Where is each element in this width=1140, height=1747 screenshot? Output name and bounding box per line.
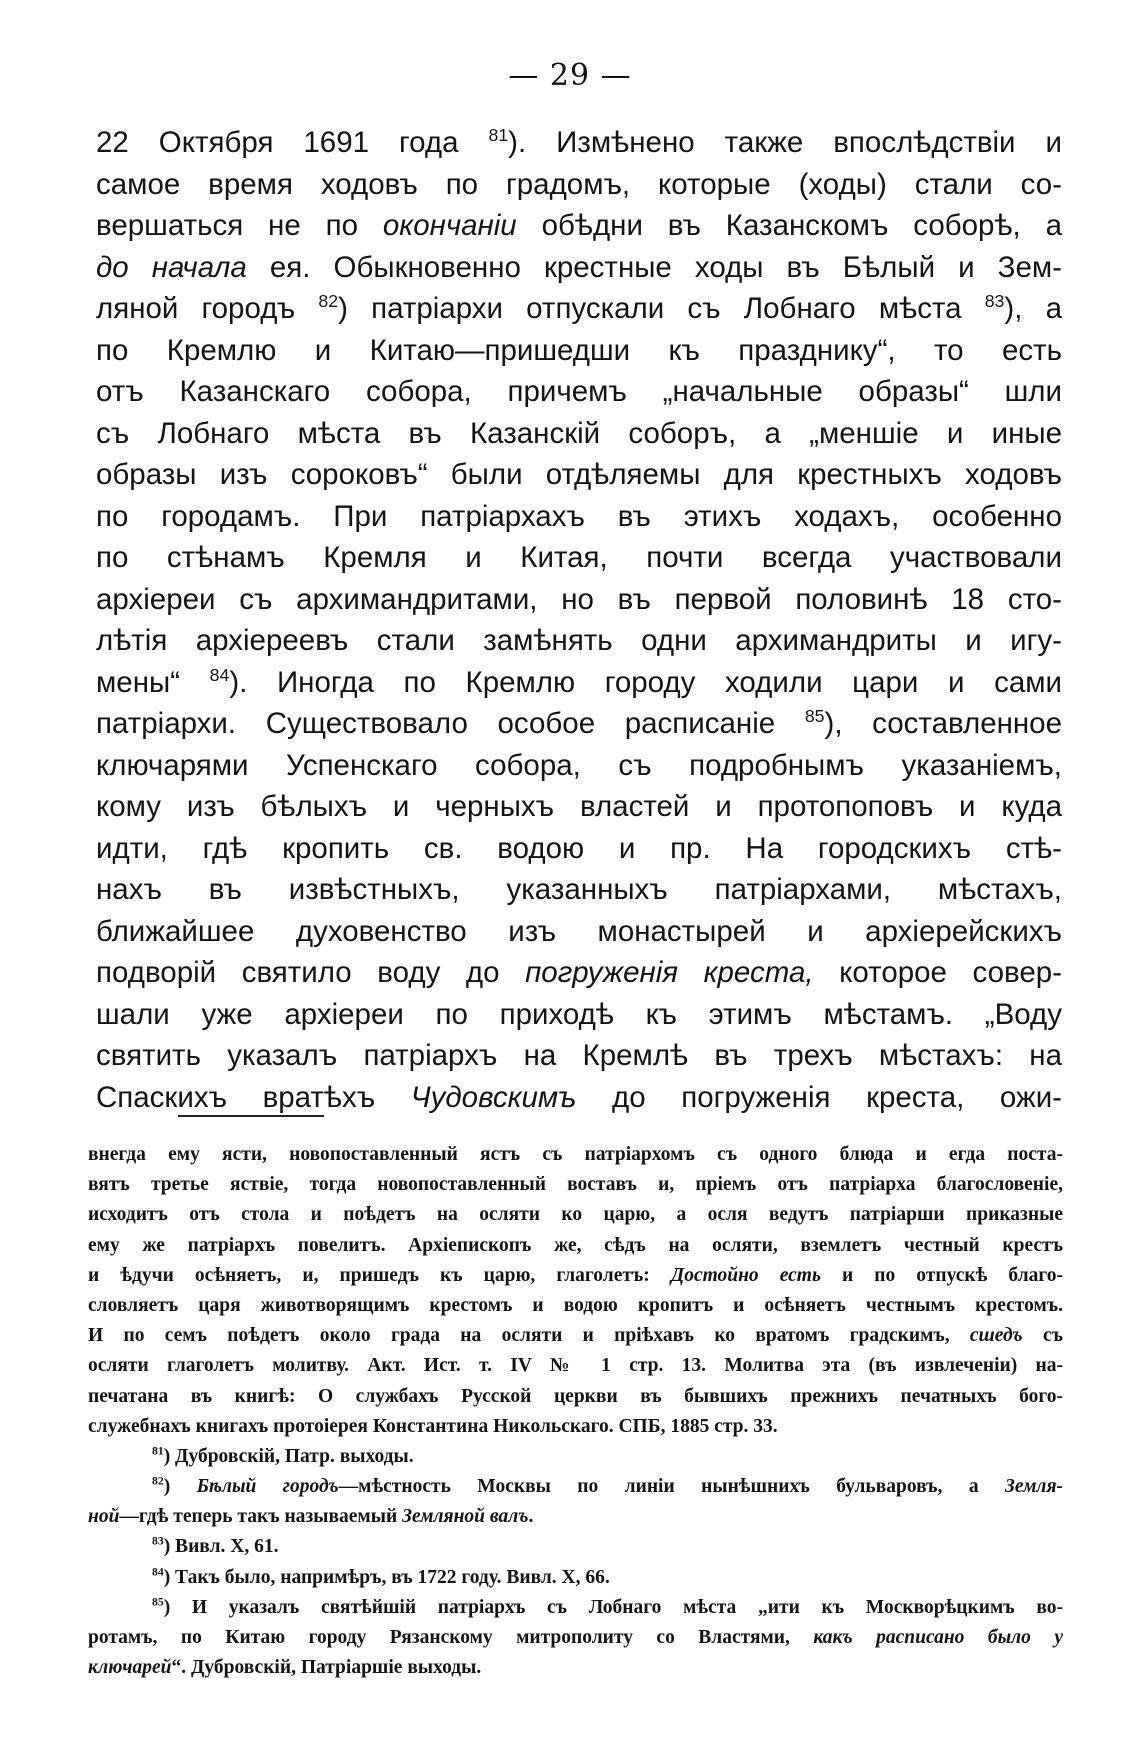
- main-line: образы изъ сороковъ“ были отдѣляемы для крестныхъ ходовъ: [96, 458, 1062, 491]
- main-line: шали уже архіереи по приходѣ къ этимъ мѣстамъ. „Воду: [96, 997, 1062, 1031]
- main-line: до начала ея. Обыкновенно крестные ходы въ Бѣлый и Зем-: [96, 250, 1062, 284]
- main-line: по стѣнамъ Кремля и Китая, почти всегда участвовали: [96, 541, 1062, 574]
- footnote-line: печатана въ книгѣ: О службахъ Русской церкви въ бывшихъ прежнихъ печатныхъ бого-: [88, 1385, 1063, 1407]
- main-text: [96, 122, 1062, 1118]
- footnote-line: исходитъ отъ стола и поѣдетъ на осляти ко царю, а осля ведутъ патріарши приказные: [88, 1204, 1063, 1226]
- footnote-84: $^{84}$) Такъ было, напримѣръ, въ 1722 году. Вивл. X, 66.: [152, 1565, 610, 1588]
- footnote-divider: [178, 1115, 324, 1117]
- main-line: ключарями Успенскаго собора, съ подробнымъ указаніемъ,: [96, 748, 1062, 782]
- main-line: лѣтія архіереевъ стали замѣнять одни архимандриты и игу-: [96, 624, 1062, 657]
- footnote-line: и ѣдучи осѣняетъ, и, пришедъ къ царю, глаголетъ: Достойно есть и по отпускѣ благо-: [88, 1264, 1063, 1286]
- footnotes: [88, 1140, 1063, 1683]
- main-line: святить указалъ патріархъ на Кремлѣ въ трехъ мѣстахъ: на: [96, 1039, 1062, 1072]
- main-line: подворій святило воду до погруженія креста, которое совер-: [96, 956, 1062, 989]
- footnote-82: $^{82}$) Бѣлый городъ—мѣстность Москвы по линіи нынѣшнихъ бульваровъ, а Земля-: [152, 1474, 1063, 1498]
- main-line: самое время ходовъ по градомъ, которые (ходы) стали со-: [96, 167, 1062, 201]
- footnote-line: ему же патріархъ повелитъ. Архіепископъ же, сѣдъ на осляти, вземлетъ честный крестъ: [88, 1234, 1063, 1256]
- main-line: вершаться не по окончаніи обѣдни въ Казанскомъ соборѣ, а: [96, 209, 1062, 242]
- main-line: кому изъ бѣлыхъ и черныхъ властей и протопоповъ и куда: [96, 790, 1062, 823]
- main-line: Спаскихъ вратѣхъ Чудовскимъ до погруженія креста, ожи-: [96, 1080, 1062, 1114]
- main-line: съ Лобнаго мѣста въ Казанскій соборъ, а „меншіе и иные: [96, 416, 1062, 450]
- main-line: ближайшее духовенство изъ монастырей и архіерейскихъ: [96, 914, 1062, 948]
- footnote-line: служебнахъ книгахъ протоіерея Константина Никольскаго. СПБ, 1885 стр. 33.: [88, 1415, 778, 1437]
- main-line: нахъ въ извѣстныхъ, указанныхъ патріархами, мѣстахъ,: [96, 873, 1062, 906]
- footnote-85-cont: ротамъ, по Китаю городу Рязанскому митрополиту со Властями, какъ расписано было у: [88, 1627, 1063, 1648]
- main-line: мены“ $^{84}$). Иногда по Кремлю городу ходили цари и сами: [96, 664, 1062, 699]
- main-line: патріархи. Существовало особое расписаніе $^{85}$), составленное: [96, 706, 1062, 740]
- main-line: по Кремлю и Китаю—пришедши къ празднику“, то есть: [96, 333, 1062, 367]
- main-line: архіереи съ архимандритами, но въ первой половинѣ 18 сто-: [96, 582, 1062, 616]
- footnote-line: И по семъ поѣдетъ около града на осляти и пріѣхавъ ко вратомъ градскимъ, сшедъ съ: [88, 1325, 1063, 1347]
- footnote-85: $^{85}$) И указалъ святѣйшій патріархъ съ Лобнаго мѣста „ити къ Москворѣцкимъ во-: [152, 1595, 1063, 1618]
- footnote-line: внегда ему ясти, новопоставленный ястъ съ патріархомъ съ одного блюда и егда поста-: [88, 1144, 1063, 1165]
- footnote-82-cont: ной—гдѣ теперь такъ называемый Земляной валъ.: [88, 1506, 534, 1528]
- main-line: ляной городъ $^{82}$) патріархи отпускали съ Лобнаго мѣста $^{83}$), а: [96, 291, 1062, 325]
- main-line: 22 Октября 1691 года $^{81}$). Измѣнено также впослѣдствіи и: [96, 125, 1062, 159]
- footnote-line: словляетъ царя животворящимъ крестомъ и водою кропитъ и осѣняетъ честнымъ крестомъ.: [88, 1294, 1063, 1316]
- page-number: — 29 —: [508, 58, 632, 93]
- footnote-83: $^{83}$) Вивл. X, 61.: [152, 1534, 279, 1558]
- main-line: по городамъ. При патріархахъ въ этихъ ходахъ, особенно: [96, 499, 1062, 533]
- footnote-85-end: ключарей“. Дубровскій, Патріаршіе выходы.: [88, 1657, 482, 1679]
- footnote-line: осляти глаголетъ молитву. Акт. Ист. т. IV № 1 стр. 13. Молитва эта (въ извлеченіи) на-: [88, 1355, 1063, 1377]
- main-line: идти, гдѣ кропить св. водою и пр. На городскихъ стѣ-: [96, 831, 1062, 865]
- main-line: отъ Казанскаго собора, причемъ „начальные образы“ шли: [96, 375, 1062, 408]
- footnote-line: вятъ третье яствіе, тогда новопоставленный воставъ и, пріемъ отъ патріарха благословеніе,: [88, 1174, 1063, 1196]
- footnote-81: $^{81}$) Дубровскій, Патр. выходы.: [152, 1444, 414, 1467]
